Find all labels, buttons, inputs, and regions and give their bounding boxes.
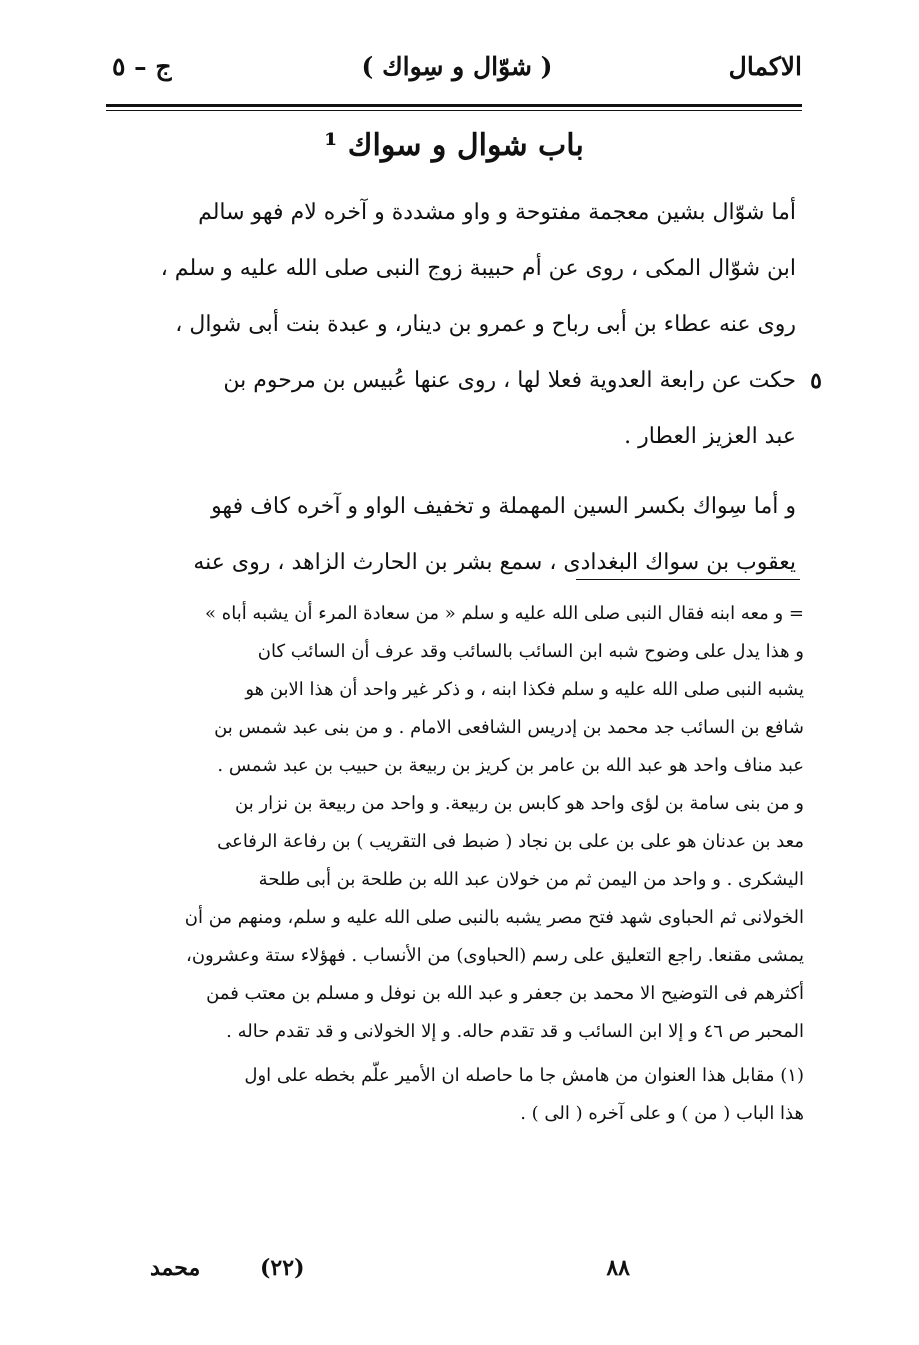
footnote-line: عبد مناف واحد هو عبد الله بن عامر بن كريز بن ربيعة بن حبيب بن عبد شمس . xyxy=(217,755,804,776)
footnote-line: = و معه ابنه فقال النبى صلى الله عليه و سلم « من سعادة المرء أن يشبه أباه » xyxy=(205,603,804,624)
body-line-text: يعقوب بن سواك البغدادى ، سمع بشر بن الحارث الزاهد ، روى عنه xyxy=(193,550,796,575)
header-rule-thin xyxy=(106,110,802,111)
body-line-text: أما شوّال بشين معجمة مفتوحة و واو مشددة و آخره لام فهو سالم xyxy=(198,200,796,225)
footnote-line: و هذا يدل على وضوح شبه ابن السائب بالسائب وقد عرف أن السائب كان xyxy=(257,641,804,662)
body-line xyxy=(118,479,796,535)
body-line xyxy=(118,535,796,591)
footnote-line: (١) مقابل هذا العنوان من هامش جا ما حاصله ان الأمير علّم بخطه على اول xyxy=(244,1065,804,1086)
body-line xyxy=(118,241,796,297)
body-line-text: عبد العزيز العطار . xyxy=(624,424,796,449)
footnote-line: شافع بن السائب جد محمد بن إدريس الشافعى الامام . و من بنى عبد شمس بن xyxy=(214,717,804,738)
footnote-line: المحبر ص ٤٦ و إلا ابن السائب و قد تقدم حاله. و إلا الخولانى و قد تقدم حاله . xyxy=(226,1021,804,1042)
body-line xyxy=(118,185,796,241)
body-line-text: حكت عن رابعة العدوية فعلا لها ، روى عنها عُبيس بن مرحوم بن xyxy=(223,368,796,393)
body-line-text: ابن شوّال المكى ، روى عن أم حبيبة زوج النبى صلى الله عليه و سلم ، xyxy=(160,256,796,281)
footnote-line: هذا الباب ( من ) و على آخره ( الى ) . xyxy=(520,1103,804,1124)
running-header xyxy=(112,52,802,96)
book-title: الاكمال xyxy=(728,52,802,81)
footnote-line: يشبه النبى صلى الله عليه و سلم فكذا ابنه ، و ذكر غير واحد أن هذا الابن هو xyxy=(245,679,804,700)
section-title: ( شوّال و سِواك ) xyxy=(361,52,553,81)
footnotes xyxy=(118,595,804,1133)
header-rule-thick xyxy=(106,104,802,107)
body-line-text: و أما سِواك بكسر السين المهملة و تخفيف الواو و آخره كاف فهو xyxy=(211,494,796,519)
page-footer xyxy=(150,1255,770,1295)
footnote-line: يمشى مقنعا. راجع التعليق على رسم (الحباوى) من الأنساب . فهؤلاء ستة وعشرون، xyxy=(186,945,804,966)
body-line-text: روى عنه عطاء بن أبى رباح و عمرو بن دينار، و عبدة بنت أبى شوال ، xyxy=(175,312,796,337)
body-line xyxy=(118,353,822,409)
footnote-separator xyxy=(576,579,800,580)
footnote-line: معد بن عدنان هو على بن على بن نجاد ( ضبط فى التقريب ) بن رفاعة الرفاعى xyxy=(217,831,804,852)
page-number: ٨٨ xyxy=(606,1255,630,1281)
footnote-line: اليشكرى . و واحد من اليمن ثم من خولان عبد الله بن طلحة بن أبى طلحة xyxy=(258,869,804,890)
sheet-number: (٢٢) xyxy=(260,1255,305,1281)
chapter-title: باب شوال و سواك ¹ xyxy=(324,128,584,163)
body-line xyxy=(118,297,796,353)
footnote-line: الخولانى ثم الحباوى شهد فتح مصر يشبه بالنبى صلى الله عليه و سلم، ومنهم من أن xyxy=(184,907,804,928)
footnote-line: أكثرهم فى التوضيح الا محمد بن جعفر و عبد الله بن نوفل و مسلم بن معتب فمن xyxy=(206,983,804,1004)
volume-number: ج – ٥ xyxy=(112,52,172,81)
body-line xyxy=(118,409,796,465)
paragraph-gap xyxy=(118,465,796,479)
signature-mark: محمد xyxy=(150,1255,201,1281)
line-number: ٥ xyxy=(810,368,822,394)
body-text xyxy=(118,185,822,591)
footnote-line: و من بنى سامة بن لؤى واحد هو كابس بن ربيعة. و واحد من ربيعة بن نزار بن xyxy=(235,793,804,814)
